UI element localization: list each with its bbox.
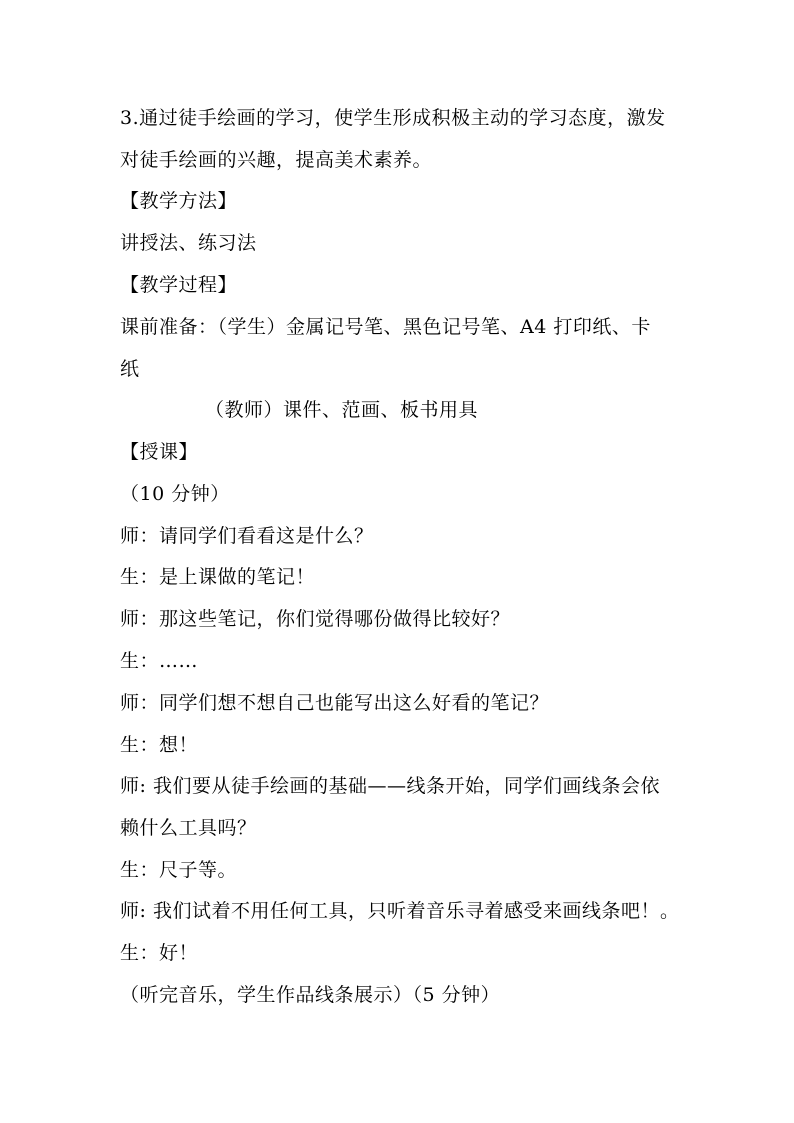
dialogue-line: 师：请同学们看看这是什么？: [120, 525, 374, 547]
dialogue-line: 师: 我们要从徒手绘画的基础——线条开始，同学们画线条会依: [120, 775, 660, 797]
dialogue-line: 师: 我们试着不用任何工具，只听着音乐寻着感受来画线条吧！。: [120, 900, 680, 922]
dialogue-line: 生：……: [120, 650, 199, 672]
activity-note-5-min: （听完音乐，学生作品线条展示）（5 分钟）: [120, 984, 501, 1006]
dialogue-line: 生：是上课做的笔记！: [120, 566, 316, 588]
dialogue-line: 师：那这些笔记，你们觉得哪份做得比较好？: [120, 608, 511, 630]
section-heading-teaching-methods: 【教学方法】: [120, 190, 238, 212]
preparation-line-2: 纸: [120, 358, 140, 380]
preparation-line-1: 课前准备：（学生）金属记号笔、黑色记号笔、A4 打印纸、卡: [120, 316, 651, 338]
objective-3-line-1: 3.通过徒手绘画的学习，使学生形成积极主动的学习态度，激发: [120, 107, 666, 129]
dialogue-line: 师：同学们想不想自己也能写出这么好看的笔记？: [120, 692, 550, 714]
section-heading-teaching-process: 【教学过程】: [120, 274, 238, 296]
dialogue-line: 生：尺子等。: [120, 859, 238, 881]
dialogue-line: 生：想！: [120, 734, 199, 756]
time-note-10-min: （10 分钟）: [120, 483, 230, 505]
objective-3-line-2: 对徒手绘画的兴趣，提高美术素养。: [120, 149, 433, 171]
section-heading-lecture: 【授课】: [120, 441, 199, 463]
dialogue-line-continuation: 赖什么工具吗？: [120, 817, 257, 839]
dialogue-line: 生：好！: [120, 942, 199, 964]
teacher-preparation-line: （教师）课件、范画、板书用具: [205, 399, 479, 421]
teaching-methods-text: 讲授法、练习法: [120, 232, 257, 254]
